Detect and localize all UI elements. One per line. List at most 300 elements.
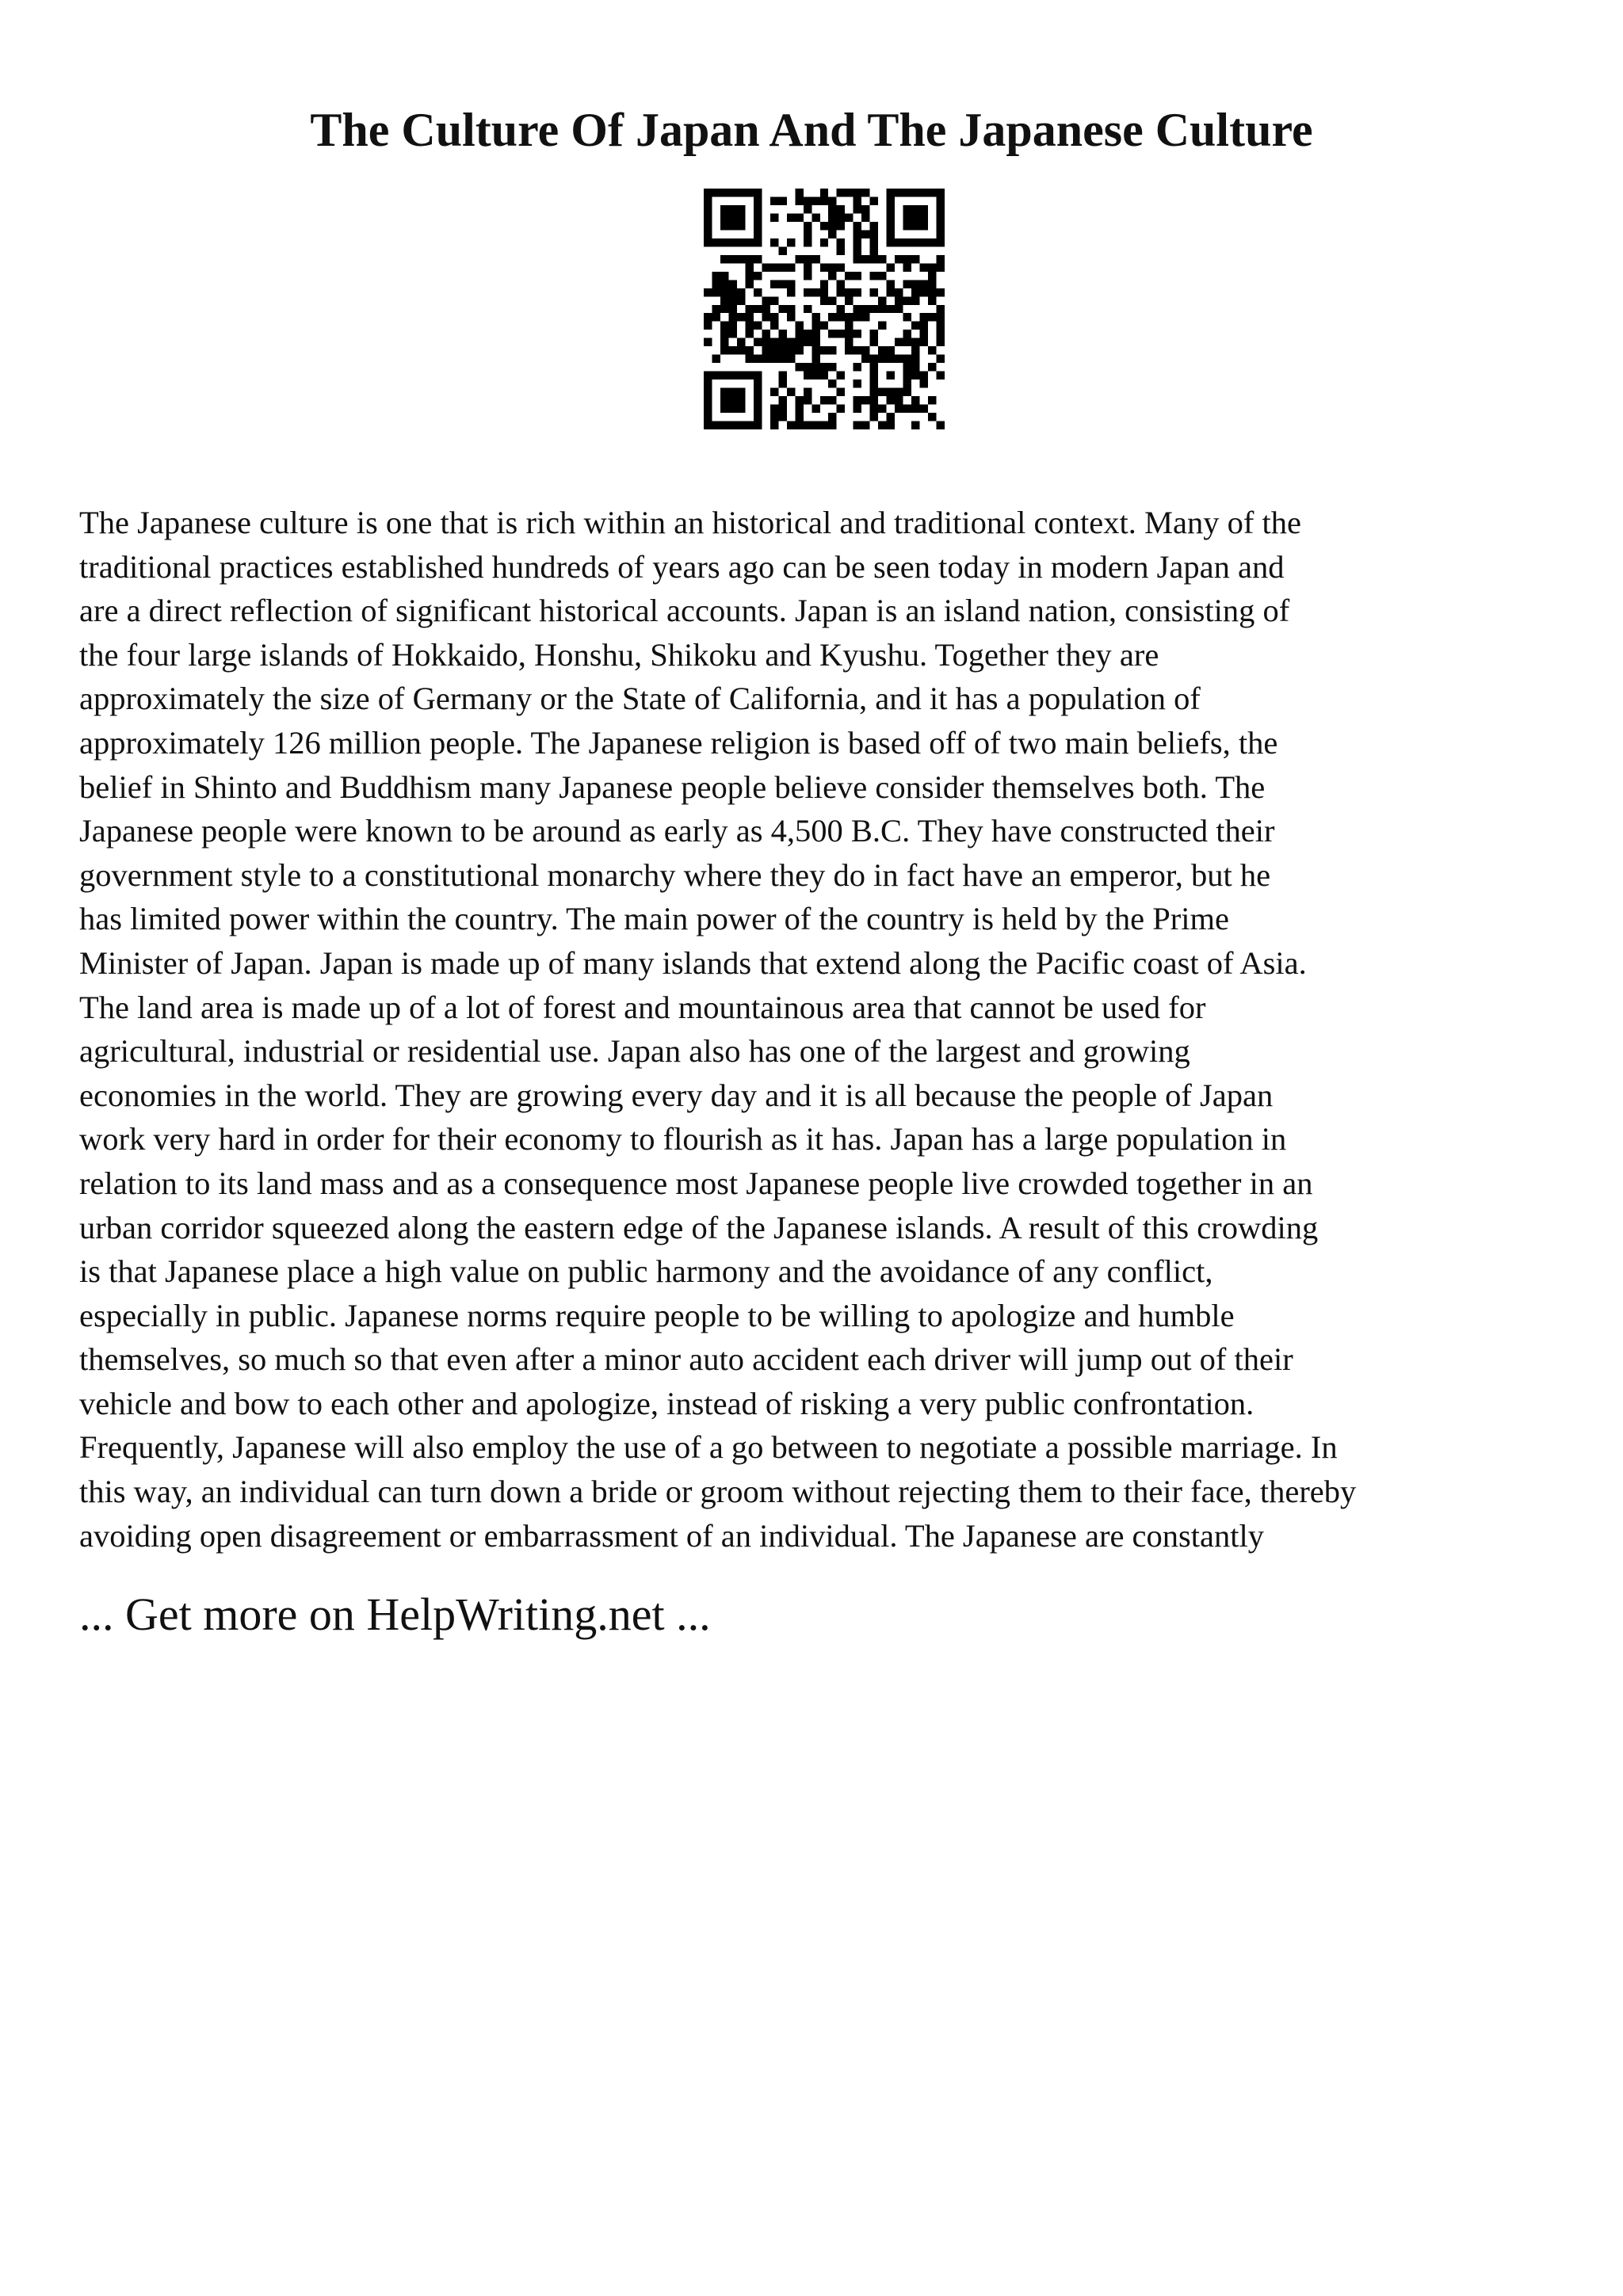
qr-module bbox=[911, 338, 919, 346]
qr-module bbox=[911, 372, 919, 379]
qr-module bbox=[854, 196, 861, 204]
qr-module bbox=[787, 305, 795, 313]
qr-module bbox=[903, 379, 911, 387]
qr-module bbox=[911, 222, 919, 230]
qr-module bbox=[737, 189, 745, 196]
qr-module bbox=[770, 355, 778, 363]
qr-module bbox=[762, 355, 769, 363]
qr-module bbox=[903, 189, 911, 196]
qr-module bbox=[787, 388, 795, 396]
qr-module bbox=[895, 405, 903, 413]
qr-module bbox=[820, 263, 828, 271]
qr-module bbox=[903, 372, 911, 379]
qr-module bbox=[920, 288, 928, 296]
qr-module bbox=[728, 372, 736, 379]
qr-module bbox=[737, 405, 745, 413]
qr-module bbox=[720, 296, 728, 304]
qr-module bbox=[861, 230, 869, 238]
qr-module bbox=[728, 396, 736, 404]
qr-module bbox=[720, 405, 728, 413]
qr-module bbox=[861, 355, 869, 363]
qr-module bbox=[920, 405, 928, 413]
qr-module bbox=[737, 396, 745, 404]
qr-module bbox=[828, 330, 836, 338]
qr-module bbox=[928, 313, 936, 321]
qr-module bbox=[762, 296, 769, 304]
qr-module bbox=[754, 405, 762, 413]
qr-module bbox=[737, 346, 745, 354]
qr-module bbox=[787, 346, 795, 354]
qr-module bbox=[920, 222, 928, 230]
qr-module bbox=[754, 372, 762, 379]
qr-module bbox=[812, 338, 819, 346]
body-line: government style to a constitutional monarchy where they do in fact have an emperor, but he bbox=[79, 856, 1271, 893]
qr-module bbox=[737, 255, 745, 263]
qr-module bbox=[787, 213, 795, 221]
qr-module bbox=[937, 372, 945, 379]
qr-module bbox=[778, 246, 786, 254]
qr-module bbox=[812, 421, 819, 429]
qr-module bbox=[720, 222, 728, 230]
qr-module bbox=[754, 388, 762, 396]
qr-module bbox=[870, 246, 878, 254]
qr-module bbox=[911, 213, 919, 221]
qr-module bbox=[712, 272, 720, 280]
body-line: the four large islands of Hokkaido, Honshu, Shikoku and Kyushu. Together they are bbox=[79, 636, 1159, 673]
qr-module bbox=[937, 196, 945, 204]
qr-module bbox=[903, 355, 911, 363]
qr-module bbox=[820, 363, 828, 371]
qr-module bbox=[720, 205, 728, 213]
qr-module bbox=[704, 189, 712, 196]
qr-module bbox=[920, 313, 928, 321]
qr-module bbox=[911, 296, 919, 304]
qr-module bbox=[837, 388, 845, 396]
qr-module bbox=[845, 338, 853, 346]
qr-module bbox=[704, 238, 712, 246]
qr-module bbox=[720, 189, 728, 196]
qr-module bbox=[854, 272, 861, 280]
qr-module bbox=[754, 305, 762, 313]
qr-module bbox=[762, 313, 769, 321]
qr-module bbox=[828, 196, 836, 204]
qr-module bbox=[887, 230, 895, 238]
qr-module bbox=[770, 263, 778, 271]
qr-module bbox=[854, 421, 861, 429]
qr-module bbox=[804, 363, 812, 371]
body-line: Frequently, Japanese will also employ the use of a go between to negotiate a possible marriage. In bbox=[79, 1429, 1338, 1466]
qr-module bbox=[720, 330, 728, 338]
qr-module bbox=[911, 238, 919, 246]
qr-module bbox=[795, 363, 803, 371]
qr-module bbox=[903, 388, 911, 396]
qr-module bbox=[870, 288, 878, 296]
qr-module bbox=[937, 189, 945, 196]
qr-module bbox=[870, 222, 878, 230]
qr-module bbox=[728, 330, 736, 338]
document-title: The Culture Of Japan And The Japanese Culture bbox=[310, 104, 1313, 156]
qr-module bbox=[745, 255, 753, 263]
qr-module bbox=[778, 280, 786, 288]
qr-module bbox=[787, 288, 795, 296]
qr-module bbox=[878, 255, 886, 263]
get-more-link[interactable]: ... Get more on HelpWriting.net ... bbox=[79, 1589, 711, 1640]
qr-module bbox=[770, 421, 778, 429]
qr-module bbox=[937, 355, 945, 363]
qr-module bbox=[704, 405, 712, 413]
qr-code-icon[interactable] bbox=[704, 189, 945, 429]
body-line: urban corridor squeezed along the eastern edge of the Japanese islands. A result of this crowding bbox=[79, 1209, 1319, 1245]
qr-module bbox=[928, 363, 936, 371]
qr-module bbox=[820, 280, 828, 288]
qr-module bbox=[837, 246, 845, 254]
qr-module bbox=[937, 238, 945, 246]
qr-module bbox=[778, 330, 786, 338]
qr-module bbox=[911, 405, 919, 413]
qr-module bbox=[828, 413, 836, 421]
qr-module bbox=[778, 413, 786, 421]
qr-module bbox=[828, 363, 836, 371]
qr-module bbox=[854, 189, 861, 196]
qr-module bbox=[704, 313, 712, 321]
qr-module bbox=[770, 405, 778, 413]
qr-module bbox=[903, 338, 911, 346]
qr-module bbox=[937, 230, 945, 238]
qr-module bbox=[845, 330, 853, 338]
qr-module bbox=[895, 396, 903, 404]
body-line: are a direct reflection of significant historical accounts. Japan is an island nation, consisting of bbox=[79, 593, 1290, 629]
qr-module bbox=[804, 396, 812, 404]
qr-module bbox=[920, 263, 928, 271]
qr-module bbox=[837, 372, 845, 379]
qr-module bbox=[911, 396, 919, 404]
qr-module bbox=[837, 189, 845, 196]
qr-module bbox=[770, 346, 778, 354]
qr-module bbox=[887, 196, 895, 204]
body-line: The land area is made up of a lot of forest and mountainous area that cannot be used for bbox=[79, 989, 1206, 1025]
qr-module bbox=[712, 421, 720, 429]
qr-module bbox=[712, 305, 720, 313]
qr-module bbox=[878, 421, 886, 429]
qr-module bbox=[712, 372, 720, 379]
qr-module bbox=[828, 205, 836, 213]
qr-module bbox=[804, 388, 812, 396]
qr-module bbox=[861, 305, 869, 313]
qr-module bbox=[854, 305, 861, 313]
qr-module bbox=[820, 196, 828, 204]
qr-module bbox=[870, 230, 878, 238]
qr-module bbox=[920, 330, 928, 338]
qr-module bbox=[887, 396, 895, 404]
qr-module bbox=[787, 280, 795, 288]
qr-module bbox=[778, 379, 786, 387]
qr-module bbox=[870, 372, 878, 379]
qr-module bbox=[762, 263, 769, 271]
qr-module bbox=[870, 305, 878, 313]
qr-module bbox=[778, 305, 786, 313]
qr-module bbox=[928, 396, 936, 404]
qr-module bbox=[854, 396, 861, 404]
qr-module bbox=[812, 213, 819, 221]
qr-module bbox=[737, 288, 745, 296]
qr-module bbox=[887, 372, 895, 379]
qr-module bbox=[728, 189, 736, 196]
qr-module bbox=[887, 213, 895, 221]
qr-module bbox=[804, 255, 812, 263]
qr-module bbox=[737, 388, 745, 396]
qr-module bbox=[745, 305, 753, 313]
qr-module bbox=[762, 338, 769, 346]
qr-module bbox=[937, 222, 945, 230]
qr-module bbox=[745, 355, 753, 363]
qr-module bbox=[704, 205, 712, 213]
qr-module bbox=[878, 405, 886, 413]
qr-module bbox=[837, 213, 845, 221]
qr-module bbox=[704, 288, 712, 296]
qr-module bbox=[804, 205, 812, 213]
qr-module bbox=[887, 263, 895, 271]
qr-module bbox=[828, 222, 836, 230]
qr-module bbox=[712, 288, 720, 296]
qr-module bbox=[778, 196, 786, 204]
qr-module bbox=[887, 421, 895, 429]
qr-module bbox=[720, 280, 728, 288]
qr-module bbox=[804, 288, 812, 296]
qr-module bbox=[928, 296, 936, 304]
qr-module bbox=[770, 280, 778, 288]
qr-module bbox=[787, 338, 795, 346]
qr-module bbox=[920, 213, 928, 221]
qr-module bbox=[920, 238, 928, 246]
qr-module bbox=[728, 238, 736, 246]
qr-module bbox=[854, 246, 861, 254]
qr-module bbox=[911, 189, 919, 196]
qr-module bbox=[754, 189, 762, 196]
qr-module bbox=[728, 388, 736, 396]
qr-module bbox=[795, 196, 803, 204]
qr-module bbox=[928, 346, 936, 354]
qr-module bbox=[712, 189, 720, 196]
qr-module bbox=[895, 255, 903, 263]
qr-module bbox=[787, 263, 795, 271]
qr-module bbox=[762, 305, 769, 313]
qr-module bbox=[887, 288, 895, 296]
qr-module bbox=[870, 272, 878, 280]
qr-module bbox=[887, 280, 895, 288]
body-line: agricultural, industrial or residential use. Japan also has one of the largest and growing bbox=[79, 1033, 1190, 1070]
qr-module bbox=[903, 263, 911, 271]
qr-module bbox=[903, 405, 911, 413]
qr-module bbox=[754, 413, 762, 421]
qr-module bbox=[720, 372, 728, 379]
qr-module bbox=[745, 346, 753, 354]
qr-module bbox=[812, 355, 819, 363]
qr-module bbox=[778, 396, 786, 404]
qr-module bbox=[911, 346, 919, 354]
body-line: approximately the size of Germany or the State of California, and it has a population of bbox=[79, 681, 1201, 717]
body-line: belief in Shinto and Buddhism many Japanese people believe consider themselves both. The bbox=[79, 769, 1266, 805]
qr-module bbox=[795, 255, 803, 263]
qr-module bbox=[887, 189, 895, 196]
qr-module bbox=[720, 288, 728, 296]
qr-module bbox=[903, 313, 911, 321]
qr-module bbox=[911, 288, 919, 296]
qr-module bbox=[845, 272, 853, 280]
qr-module bbox=[887, 222, 895, 230]
qr-module bbox=[787, 313, 795, 321]
qr-module bbox=[795, 338, 803, 346]
qr-module bbox=[728, 280, 736, 288]
qr-module bbox=[795, 396, 803, 404]
qr-module bbox=[728, 222, 736, 230]
qr-module bbox=[837, 280, 845, 288]
qr-module bbox=[828, 396, 836, 404]
body-line: themselves, so much so that even after a minor auto accident each driver will jump out of their bbox=[79, 1341, 1293, 1378]
qr-module bbox=[712, 313, 720, 321]
qr-module bbox=[837, 205, 845, 213]
qr-module bbox=[728, 313, 736, 321]
qr-code-graphic bbox=[704, 189, 945, 429]
qr-module bbox=[911, 322, 919, 330]
qr-module bbox=[804, 272, 812, 280]
qr-module bbox=[895, 296, 903, 304]
qr-module bbox=[903, 255, 911, 263]
qr-module bbox=[887, 305, 895, 313]
qr-module bbox=[812, 196, 819, 204]
qr-module bbox=[828, 346, 836, 354]
qr-module bbox=[837, 405, 845, 413]
qr-module bbox=[728, 405, 736, 413]
qr-module bbox=[804, 372, 812, 379]
qr-module bbox=[928, 263, 936, 271]
qr-module bbox=[795, 213, 803, 221]
qr-module bbox=[754, 213, 762, 221]
qr-module bbox=[728, 255, 736, 263]
qr-module bbox=[928, 238, 936, 246]
qr-module bbox=[903, 205, 911, 213]
qr-module bbox=[770, 338, 778, 346]
qr-module bbox=[754, 396, 762, 404]
qr-module bbox=[861, 255, 869, 263]
qr-module bbox=[778, 405, 786, 413]
qr-module bbox=[704, 372, 712, 379]
qr-module bbox=[937, 322, 945, 330]
qr-module bbox=[903, 213, 911, 221]
qr-module bbox=[828, 421, 836, 429]
qr-module bbox=[770, 413, 778, 421]
qr-module bbox=[737, 372, 745, 379]
qr-module bbox=[787, 421, 795, 429]
qr-module bbox=[745, 372, 753, 379]
body-line: especially in public. Japanese norms require people to be willing to apologize and humble bbox=[79, 1297, 1235, 1333]
qr-module bbox=[870, 255, 878, 263]
qr-module bbox=[812, 363, 819, 371]
qr-module bbox=[845, 189, 853, 196]
qr-module bbox=[770, 213, 778, 221]
qr-module bbox=[937, 205, 945, 213]
qr-module bbox=[820, 421, 828, 429]
body-line: traditional practices established hundreds of years ago can be seen today in modern Japan and bbox=[79, 548, 1285, 585]
qr-module bbox=[737, 421, 745, 429]
qr-module bbox=[704, 213, 712, 221]
qr-module bbox=[712, 280, 720, 288]
qr-module bbox=[754, 205, 762, 213]
qr-module bbox=[820, 346, 828, 354]
qr-module bbox=[804, 238, 812, 246]
qr-module bbox=[870, 196, 878, 204]
qr-module bbox=[745, 263, 753, 271]
qr-module bbox=[712, 238, 720, 246]
qr-module bbox=[920, 280, 928, 288]
qr-module bbox=[920, 379, 928, 387]
qr-module bbox=[812, 405, 819, 413]
qr-module bbox=[845, 346, 853, 354]
qr-module bbox=[870, 355, 878, 363]
body-line: economies in the world. They are growing every day and it is all because the people of Japan bbox=[79, 1077, 1274, 1113]
qr-module bbox=[895, 288, 903, 296]
qr-module bbox=[704, 338, 712, 346]
qr-module bbox=[728, 346, 736, 354]
qr-module bbox=[911, 205, 919, 213]
qr-module bbox=[854, 313, 861, 321]
qr-module bbox=[720, 421, 728, 429]
qr-module bbox=[754, 272, 762, 280]
qr-module bbox=[845, 313, 853, 321]
qr-module bbox=[828, 213, 836, 221]
qr-module bbox=[770, 196, 778, 204]
qr-module bbox=[828, 272, 836, 280]
qr-module bbox=[795, 405, 803, 413]
qr-module bbox=[903, 363, 911, 371]
qr-module bbox=[828, 296, 836, 304]
qr-module bbox=[870, 338, 878, 346]
qr-module bbox=[820, 396, 828, 404]
qr-module bbox=[895, 238, 903, 246]
qr-module bbox=[911, 363, 919, 371]
qr-module bbox=[778, 263, 786, 271]
qr-module bbox=[704, 379, 712, 387]
qr-module bbox=[854, 230, 861, 238]
qr-module bbox=[861, 205, 869, 213]
qr-module bbox=[870, 330, 878, 338]
body-line: avoiding open disagreement or embarrassment of an individual. The Japanese are constantly bbox=[79, 1517, 1265, 1554]
qr-module bbox=[770, 296, 778, 304]
qr-module bbox=[887, 346, 895, 354]
qr-module bbox=[787, 238, 795, 246]
body-line: Japanese people were known to be around as early as 4,500 B.C. They have constructed their bbox=[79, 813, 1275, 849]
qr-module bbox=[878, 272, 886, 280]
qr-module bbox=[720, 213, 728, 221]
qr-module bbox=[937, 313, 945, 321]
qr-module bbox=[887, 388, 895, 396]
body-line: work very hard in order for their economy to flourish as it has. Japan has a large population in bbox=[79, 1121, 1287, 1158]
qr-module bbox=[870, 396, 878, 404]
qr-module bbox=[754, 338, 762, 346]
qr-module bbox=[854, 330, 861, 338]
qr-module bbox=[704, 421, 712, 429]
qr-module bbox=[812, 330, 819, 338]
qr-module bbox=[720, 388, 728, 396]
qr-module bbox=[754, 196, 762, 204]
qr-module bbox=[903, 330, 911, 338]
qr-module bbox=[812, 288, 819, 296]
qr-module bbox=[804, 421, 812, 429]
qr-module bbox=[754, 288, 762, 296]
qr-module bbox=[854, 238, 861, 246]
qr-module bbox=[895, 338, 903, 346]
qr-module bbox=[870, 379, 878, 387]
qr-module bbox=[837, 238, 845, 246]
